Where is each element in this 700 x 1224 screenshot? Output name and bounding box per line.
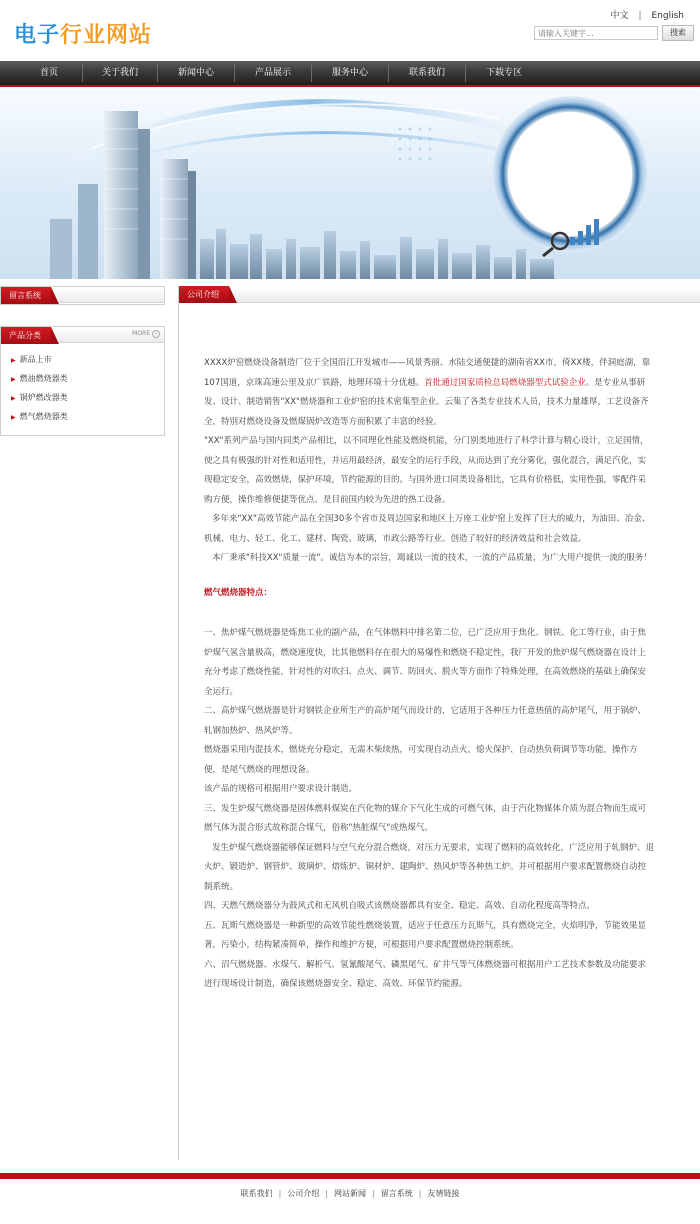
- category-label: 锅炉燃改器类: [19, 393, 68, 402]
- footer-link-contact[interactable]: 联系我们: [240, 1189, 273, 1198]
- category-panel-title: 产品分类: [1, 327, 51, 344]
- search-input[interactable]: [534, 26, 658, 40]
- article-body: [204, 354, 654, 995]
- arrow-right-icon: ▶: [11, 357, 16, 364]
- feature-paragraph: 五、瓦斯气燃烧器是一种新型的高效节能性燃烧装置，适应于任意压力瓦斯气，具有燃烧完全，火焰明净，节能效果显著，污染小，结构紧凑简单，操作和维护方便，可根据用户要求配置燃烧控制系统。: [204, 920, 647, 950]
- footer-link-messages[interactable]: 留言系统: [380, 1189, 413, 1198]
- paragraph: 多年来"XX"高效节能产品在全国30多个省市及周边国家和地区上万座工业炉窑上发挥了巨大的威力，为油田、冶金、机械、电力、轻工、化工、建材、陶瓷、玻璃，市政公路等行业。创造了较好的经济效益和社会效益。: [204, 514, 651, 544]
- category-item[interactable]: [11, 354, 52, 365]
- paragraph: "XX"系列产品与国内同类产品相比，以不同理化性能及燃烧机能，分门别类地进行了科学计算与精心设计，立足国情，使之具有极强的针对性和适用性，并运用最经济，最安全的运行手段，从而达到了充分雾化，强化混合，满足汽化，实现稳定安全，高效燃烧，保护环境，节约能源的目的。与国外进口同类设备相比，它具有价格低，实用性强，零配件采购方便，操作维修便捷等优点。是目前国内较为先进的热工设备。: [204, 436, 649, 505]
- category-panel: [0, 326, 165, 436]
- feature-paragraph: 二、高炉煤气燃烧器是针对钢铁企业所生产的高炉尾气而设计的，它适用于各种压力任意热值的高炉尾气，用于锅炉、轧钢加热炉、热风炉等。: [204, 706, 647, 736]
- feature-paragraph: 发生炉煤气燃烧器能够保证燃料与空气充分混合燃烧，对压力无要求，实现了燃料的高效转化，广泛应用于轧钢炉、退火炉、锻造炉、钢管炉、玻璃炉、熔炼炉、铜材炉、建陶炉、热风炉等各种热工炉。并可根据用户要求配置燃烧自动控制系统。: [204, 842, 655, 892]
- nav-item-products[interactable]: 产品展示: [254, 68, 291, 78]
- nav-item-news[interactable]: 新闻中心: [177, 68, 214, 78]
- feature-paragraph: 四、天燃气燃烧器分为鼓风式和无风机自吸式该燃烧器都具有安全、稳定、高效、自动化程度高等特点。: [204, 901, 596, 911]
- arrow-right-icon: ▶: [11, 414, 16, 421]
- main-header: [179, 286, 700, 303]
- feature-paragraph: 一、焦炉煤气燃烧器是炼焦工业的副产品，在气体燃料中排名第二位，已广泛应用于焦化、钢铁、化工等行业，由于焦炉煤气氢含量极高，燃烧速度快，比其他燃料存在很大的易爆性和燃烧不稳定性，我厂开发的焦炉煤气燃烧器在设计上充分考虑了燃烧性能，针对性的对吹扫、点火、调节、防回火、脱火等方面作了特殊处理，在高效燃烧的基础上确保安全运行。: [204, 628, 647, 697]
- message-panel: [0, 286, 165, 305]
- search-button[interactable]: 搜索: [662, 25, 694, 41]
- nav-item-service[interactable]: 服务中心: [331, 68, 368, 78]
- main-content: [178, 286, 700, 1160]
- category-panel-header: [1, 327, 164, 343]
- category-item[interactable]: [11, 411, 68, 422]
- footer-link-friends[interactable]: 友情链接: [427, 1189, 460, 1198]
- message-panel-header: [1, 287, 164, 303]
- arrow-right-icon: ▶: [11, 376, 16, 383]
- logo-text-part1: 电子: [14, 23, 61, 48]
- site-logo[interactable]: [14, 18, 152, 49]
- hero-banner: [0, 89, 700, 279]
- category-label: 新品上市: [19, 355, 52, 364]
- chevron-right-icon: ›: [152, 330, 160, 338]
- city-skyline-illustration: [0, 89, 700, 279]
- message-panel-title[interactable]: 留言系统: [1, 287, 51, 304]
- footer-link-news[interactable]: 网站新闻: [334, 1189, 366, 1198]
- highlight-text: 首批通过国家质检总局燃烧器型式试验企业: [424, 377, 586, 388]
- paragraph: [204, 354, 654, 432]
- footer-separator: |: [372, 1189, 375, 1198]
- feature-paragraph: 三、发生炉煤气燃烧器是固体燃料煤炭在汽化物的媒介下气化生成的可燃气体，由于汽化物媒体介质为混合物而生成可燃气体为混合形式故称混合煤气，俗称"热脏煤气"或热煤气。: [204, 803, 647, 833]
- category-item[interactable]: [11, 392, 68, 403]
- page-title: 公司介绍: [179, 286, 229, 303]
- category-label: 燃油燃烧器类: [19, 374, 68, 383]
- paragraph-text: 。是专业从事研发、设计、制造销售"XX"燃烧器和工业炉窑的技术密集型企业。云集了各类专业技术人员，技术力量雄厚，工艺设备齐全，特别对燃烧设备及燃煤锅炉改造等方面积累了丰富的经验。: [204, 377, 649, 427]
- feature-paragraph: 燃烧器采用内混技术，燃烧充分稳定，无需木柴续热，可实现自动点火，熄火保护、自动热负荷调节等功能，操作方便，是尾气燃烧的理想设备。: [204, 745, 638, 775]
- more-label: MORE: [132, 330, 150, 337]
- section-subtitle: 燃气燃烧器特点：: [204, 587, 273, 598]
- paragraph-text: XXXX炉窑燃烧设备制造厂位于全国沿江开发城市——风景秀丽、水陆交通便捷的湖南省XX市，倚XX楼，伴洞庭湖，靠107国道，京珠高速公里及京广铁路，地理环境十分优越。: [204, 358, 651, 388]
- category-item[interactable]: [11, 373, 68, 384]
- nav-item-download[interactable]: 下载专区: [485, 68, 522, 78]
- language-switch: [606, 8, 688, 21]
- lang-chinese-link[interactable]: 中文: [610, 11, 629, 21]
- footer-divider: [0, 1173, 700, 1179]
- main-nav: [0, 61, 700, 87]
- footer-links: [0, 1188, 700, 1199]
- feature-paragraph: 该产品的规格可根据用户要求设计制造。: [204, 784, 358, 794]
- footer-separator: |: [278, 1189, 282, 1198]
- logo-text-part2: 行业网站: [60, 23, 153, 48]
- nav-item-about[interactable]: 关于我们: [101, 68, 138, 78]
- arrow-right-icon: ▶: [11, 395, 16, 402]
- nav-item-contact[interactable]: 联系我们: [408, 68, 445, 78]
- lang-separator: |: [638, 11, 642, 21]
- category-label: 燃气燃烧器类: [19, 412, 68, 421]
- footer-separator: |: [418, 1189, 422, 1198]
- feature-paragraph: 六、沼气燃烧器、水煤气、解析气、氢氰酸尾气、磷黑尾气、矿井气等气体燃烧器可根据用户工艺技术参数及功能要求进行现场设计制造，确保该燃烧器安全、稳定、高效、环保节约能源。: [204, 959, 647, 989]
- footer-link-about[interactable]: 公司介绍: [287, 1189, 320, 1198]
- footer-separator: |: [325, 1189, 328, 1198]
- nav-item-home[interactable]: 首页: [39, 68, 58, 78]
- paragraph: 本厂秉承"科技XX"质量一流"。诚信为本的宗旨，竭诚以一流的技术，一流的产品质量，为广大用户提供一流的服务！: [212, 553, 652, 563]
- more-link[interactable]: [132, 330, 160, 338]
- lang-english-link[interactable]: English: [651, 11, 684, 21]
- header: [0, 0, 700, 60]
